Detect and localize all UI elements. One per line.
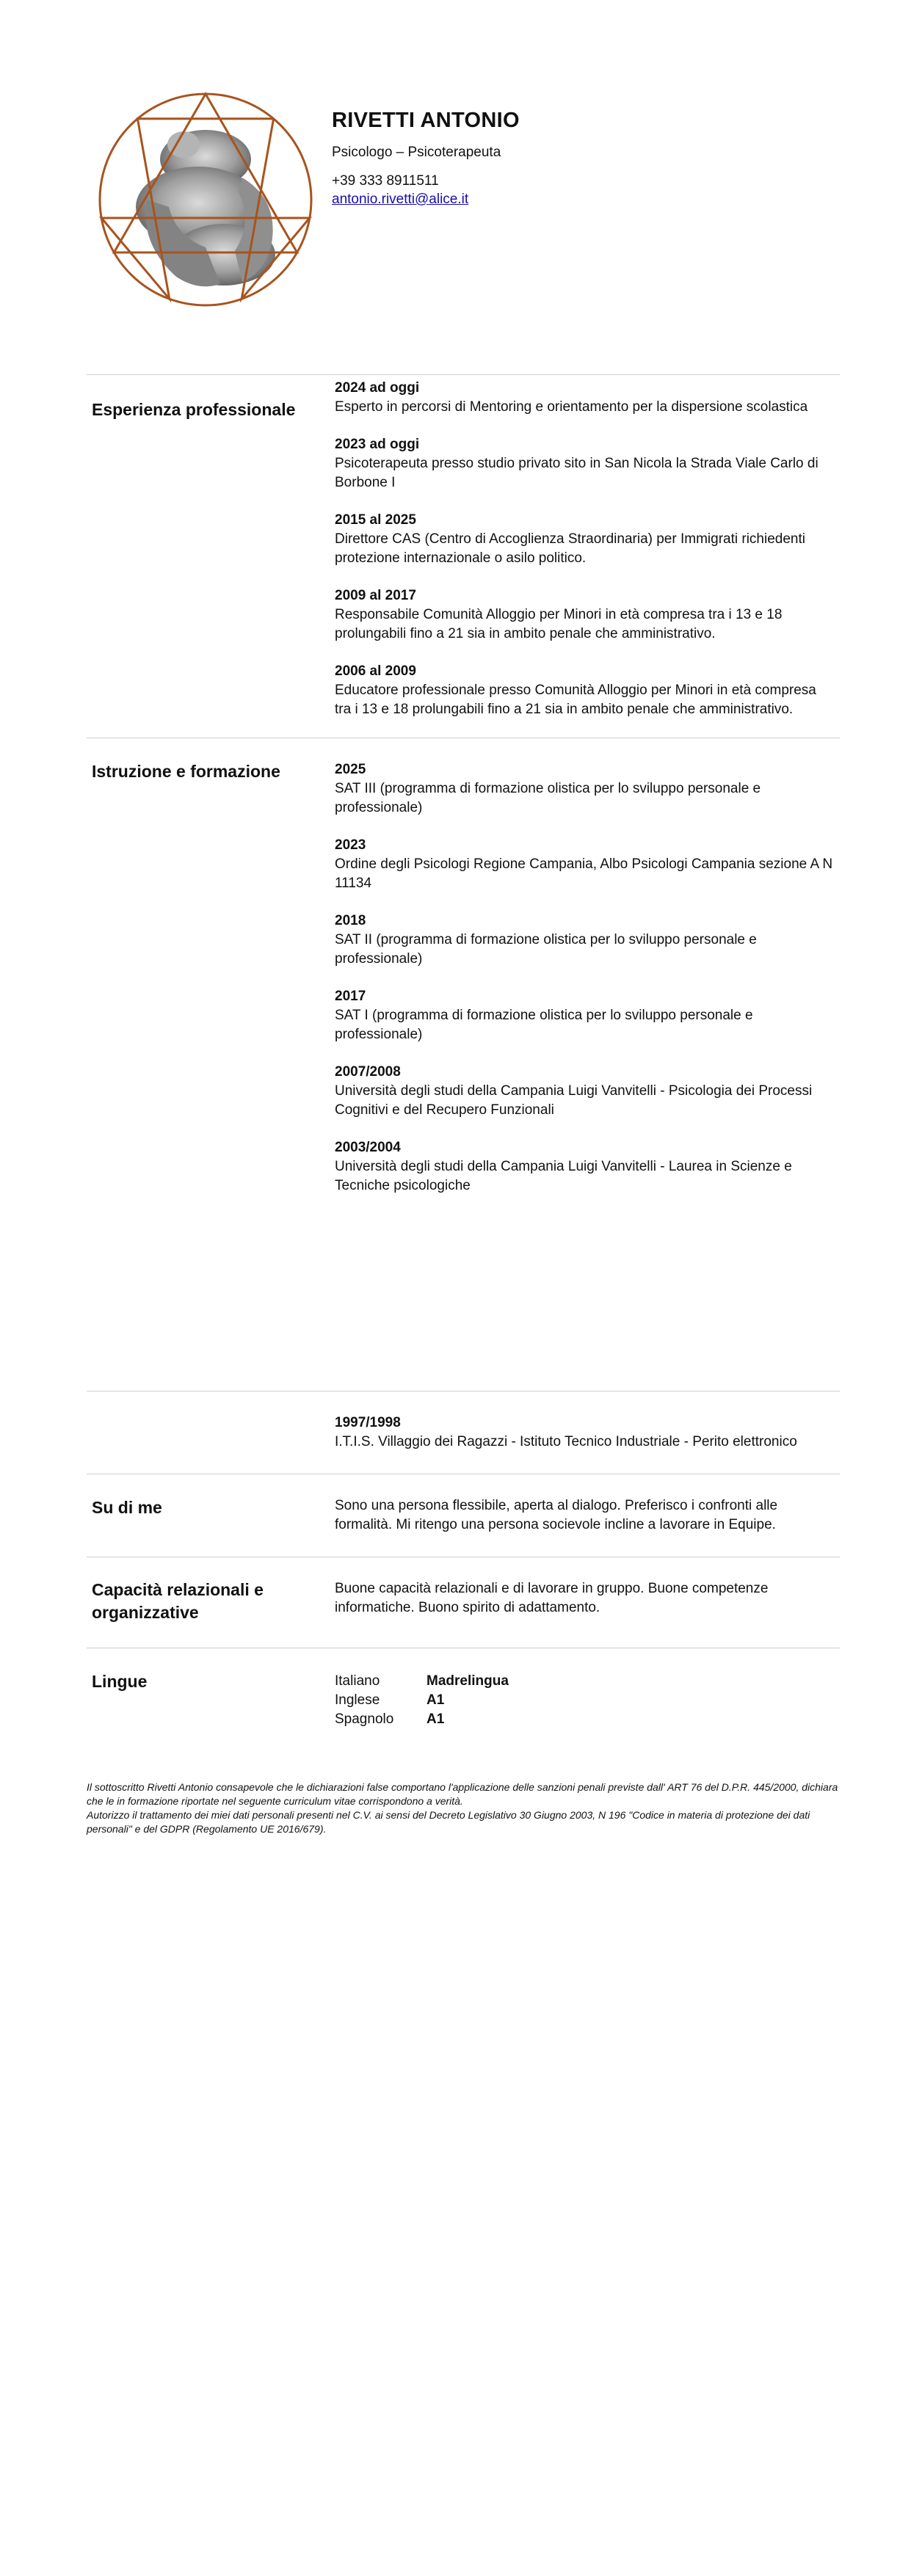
language-name: Spagnolo <box>335 1711 394 1727</box>
entry-text: Ordine degli Psicologi Regione Campania, Albo Psicologi Campania sezione A N 11134 <box>335 856 833 891</box>
phone-number[interactable]: +39 333 8911511 <box>332 173 439 189</box>
section-title-languages: Lingue <box>92 1672 148 1691</box>
entry-date: 2018 <box>335 913 366 928</box>
education-item <box>335 760 834 818</box>
about-text: Sono una persona flessibile, aperta al dialogo. Preferisco i confronti alle formalità. Mi ritengo una persona socievole incline a lavorare in Equipe. <box>335 1498 778 1532</box>
section-title-education: Istruzione e formazione <box>92 762 280 781</box>
language-level: A1 <box>427 1711 445 1727</box>
entry-text: Università degli studi della Campania Luigi Vanvitelli - Laurea in Scienze e Tecniche psicologiche <box>335 1159 792 1193</box>
experience-item <box>335 586 834 644</box>
entry-text: Università degli studi della Campania Luigi Vanvitelli - Psicologia dei Processi Cognitivi e del Recupero Funzionali <box>335 1083 813 1118</box>
entry-text: SAT III (programma di formazione olistica per lo sviluppo personale e professionale) <box>335 781 761 815</box>
declaration-text: Il sottoscritto Rivetti Antonio consapevole che le dichiarazioni false comportano l'applicazione delle sanzioni penali previste dall' ART 76 del D.P.R. 445/2000, dichiara che le in formazione riportate nel seguente curriculum vitae corrispondono a verità. <box>87 1781 838 1807</box>
enneagram-logo <box>95 90 316 310</box>
experience-list <box>335 379 834 738</box>
experience-item <box>335 511 834 568</box>
entry-text: SAT I (programma di formazione olistica per lo sviluppo personale e professionale) <box>335 1008 753 1042</box>
entry-text: Psicoterapeuta presso studio privato sito in San Nicola la Strada Viale Carlo di Borbone I <box>335 456 819 490</box>
entry-date: 2007/2008 <box>335 1064 401 1080</box>
language-name: Italiano <box>335 1673 380 1689</box>
education-item <box>335 912 834 969</box>
entry-date: 2009 al 2017 <box>335 588 416 603</box>
person-name: RIVETTI ANTONIO <box>332 109 520 132</box>
entry-text: Direttore CAS (Centro di Accoglienza Straordinaria) per Immigrati richiedenti protezione internazionale o asilo politico. <box>335 531 805 566</box>
entry-date: 2006 al 2009 <box>335 663 416 679</box>
education-list <box>335 760 834 1214</box>
experience-item <box>335 435 834 492</box>
entry-text: I.T.I.S. Villaggio dei Ragazzi - Istituto Tecnico Industriale - Perito elettronico <box>335 1434 797 1449</box>
languages-list <box>335 1672 834 1729</box>
education-item <box>335 1138 834 1196</box>
entry-date: 2023 <box>335 837 366 853</box>
entry-date: 2015 al 2025 <box>335 512 416 528</box>
skills-text: Buone capacità relazionali e di lavorare in gruppo. Buone competenze informatiche. Buono spirito di adattamento. <box>335 1581 769 1615</box>
email-link[interactable]: antonio.rivetti@alice.it <box>332 192 469 207</box>
education-item <box>335 1063 834 1120</box>
entry-date: 2003/2004 <box>335 1140 401 1155</box>
entry-text: Responsabile Comunità Alloggio per Minori in età compresa tra i 13 e 18 prolungabili fino a 21 sia in ambito penale che amministrativo. <box>335 607 783 641</box>
language-name: Inglese <box>335 1692 380 1708</box>
education-item <box>335 836 834 893</box>
entry-date: 2023 ad oggi <box>335 437 420 452</box>
entry-date: 2025 <box>335 762 366 777</box>
entry-date: 2017 <box>335 989 366 1004</box>
section-title-skills: Capacità relazionali e organizzative <box>92 1580 264 1622</box>
education-item <box>335 1413 834 1452</box>
entry-text: Educatore professionale presso Comunità Alloggio per Minori in età compresa tra i 13 e 18 prolungabili fino a 21 sia in ambito penale che amministrativo. <box>335 683 816 717</box>
language-row <box>335 1710 834 1729</box>
entry-text: Esperto in percorsi di Mentoring e orientamento per la dispersione scolastica <box>335 399 808 415</box>
divider <box>87 374 840 375</box>
section-title-experience: Esperienza professionale <box>92 400 296 419</box>
entry-date: 2024 ad oggi <box>335 380 420 396</box>
privacy-declaration <box>87 1780 843 1836</box>
entry-date: 1997/1998 <box>335 1415 401 1430</box>
job-title: Psicologo – Psicoterapeuta <box>332 145 501 160</box>
language-row <box>335 1691 834 1710</box>
language-row <box>335 1672 834 1691</box>
education-item <box>335 987 834 1044</box>
section-title-about: Su di me <box>92 1498 162 1517</box>
experience-item <box>335 379 834 417</box>
experience-item <box>335 662 834 719</box>
entry-text: SAT II (programma di formazione olistica per lo sviluppo personale e professionale) <box>335 932 757 967</box>
privacy-consent-text: Autorizzo il trattamento dei miei dati personali presenti nel C.V. ai sensi del Decreto Legislativo 30 Giugno 2003, N 196 "Codice in materia di protezione dei dati personali" e del GDPR (Regolamento UE 2016/679). <box>87 1809 810 1835</box>
header <box>332 109 816 208</box>
language-level: Madrelingua <box>427 1673 509 1689</box>
education-list-continued <box>335 1413 834 1470</box>
figure-image <box>136 130 275 286</box>
language-level: A1 <box>427 1692 445 1708</box>
